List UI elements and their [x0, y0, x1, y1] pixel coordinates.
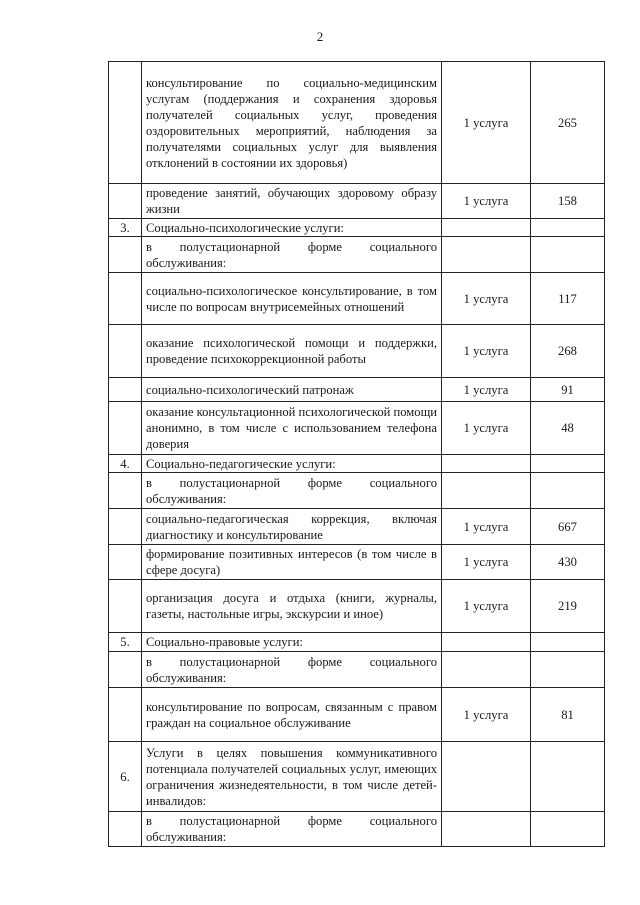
row-number	[109, 509, 142, 545]
table-row	[109, 455, 605, 473]
row-number	[109, 325, 142, 378]
service-price: 48	[531, 402, 605, 455]
service-name: консультирование по вопросам, связанным с правом граждан на социальное обслуживание	[142, 688, 442, 742]
service-unit	[442, 219, 531, 237]
row-number	[109, 652, 142, 688]
table-row	[109, 812, 605, 847]
row-number	[109, 402, 142, 455]
service-price	[531, 473, 605, 509]
service-unit	[442, 652, 531, 688]
service-price	[531, 742, 605, 812]
section-heading: Социально-педагогические услуги:	[142, 455, 442, 473]
service-price	[531, 812, 605, 847]
table-row	[109, 580, 605, 633]
table-row	[109, 219, 605, 237]
service-price: 117	[531, 273, 605, 325]
table-row	[109, 633, 605, 652]
table-row	[109, 509, 605, 545]
row-number	[109, 62, 142, 184]
section-heading: Социально-психологические услуги:	[142, 219, 442, 237]
page-number: 2	[316, 29, 324, 44]
table-row	[109, 184, 605, 219]
service-name: оказание психологической помощи и поддержки, проведение психокоррекционной работы	[142, 325, 442, 378]
table-row	[109, 402, 605, 455]
row-number	[109, 237, 142, 273]
service-name: социально-психологическое консультирование, в том числе по вопросам внутрисемейных отношений	[142, 273, 442, 325]
row-number	[109, 812, 142, 847]
service-form: в полустационарной форме социального обслуживания:	[142, 473, 442, 509]
service-price	[531, 237, 605, 273]
table-row	[109, 325, 605, 378]
service-price: 81	[531, 688, 605, 742]
row-number	[109, 378, 142, 402]
row-number	[109, 473, 142, 509]
service-name: формирование позитивных интересов (в том числе в сфере досуга)	[142, 545, 442, 580]
service-name: консультирование по социально-медицинским услугам (поддержания и сохранения здоровья получателей социальных услуг, проведения оздоровительных мероприятий, наблюдения за получателями социальных услуг для выявления отклонений в состоянии их здоровья)	[142, 62, 442, 184]
row-number: 3.	[109, 219, 142, 237]
row-number	[109, 184, 142, 219]
table-row	[109, 545, 605, 580]
service-name: проведение занятий, обучающих здоровому образу жизни	[142, 184, 442, 219]
service-unit	[442, 742, 531, 812]
service-price: 219	[531, 580, 605, 633]
row-number	[109, 688, 142, 742]
service-unit	[442, 237, 531, 273]
service-unit: 1 услуга	[442, 184, 531, 219]
service-price: 430	[531, 545, 605, 580]
service-price	[531, 219, 605, 237]
service-price: 91	[531, 378, 605, 402]
row-number: 6.	[109, 742, 142, 812]
row-number: 4.	[109, 455, 142, 473]
service-name: социально-педагогическая коррекция, включая диагностику и консультирование	[142, 509, 442, 545]
service-unit: 1 услуга	[442, 402, 531, 455]
table-row	[109, 473, 605, 509]
section-heading: Социально-правовые услуги:	[142, 633, 442, 652]
table-row	[109, 62, 605, 184]
service-price	[531, 652, 605, 688]
row-number	[109, 545, 142, 580]
service-unit: 1 услуга	[442, 580, 531, 633]
service-unit	[442, 473, 531, 509]
service-unit	[442, 455, 531, 473]
service-unit	[442, 812, 531, 847]
table-row	[109, 378, 605, 402]
service-unit: 1 услуга	[442, 273, 531, 325]
service-form: в полустационарной форме социального обслуживания:	[142, 652, 442, 688]
table-row	[109, 688, 605, 742]
service-price	[531, 455, 605, 473]
service-price	[531, 633, 605, 652]
service-name: оказание консультационной психологической помощи анонимно, в том числе с использованием телефона доверия	[142, 402, 442, 455]
row-number	[109, 273, 142, 325]
service-unit: 1 услуга	[442, 545, 531, 580]
service-name: социально-психологический патронаж	[142, 378, 442, 402]
service-unit	[442, 633, 531, 652]
table-row	[109, 273, 605, 325]
table-row	[109, 652, 605, 688]
service-form: в полустационарной форме социального обслуживания:	[142, 237, 442, 273]
table-row	[109, 742, 605, 812]
service-unit: 1 услуга	[442, 509, 531, 545]
services-price-table	[108, 61, 605, 847]
service-price: 265	[531, 62, 605, 184]
service-form: в полустационарной форме социального обслуживания:	[142, 812, 442, 847]
service-price: 268	[531, 325, 605, 378]
service-price: 667	[531, 509, 605, 545]
service-unit: 1 услуга	[442, 325, 531, 378]
row-number	[109, 580, 142, 633]
service-unit: 1 услуга	[442, 378, 531, 402]
service-name: организация досуга и отдыха (книги, журналы, газеты, настольные игры, экскурсии и иное)	[142, 580, 442, 633]
service-unit: 1 услуга	[442, 688, 531, 742]
service-unit: 1 услуга	[442, 62, 531, 184]
service-price: 158	[531, 184, 605, 219]
table-row	[109, 237, 605, 273]
row-number: 5.	[109, 633, 142, 652]
section-heading: Услуги в целях повышения коммуникативного потенциала получателей социальных услуг, имеющих ограничения жизнедеятельности, в том числе детей-инвалидов:	[142, 742, 442, 812]
